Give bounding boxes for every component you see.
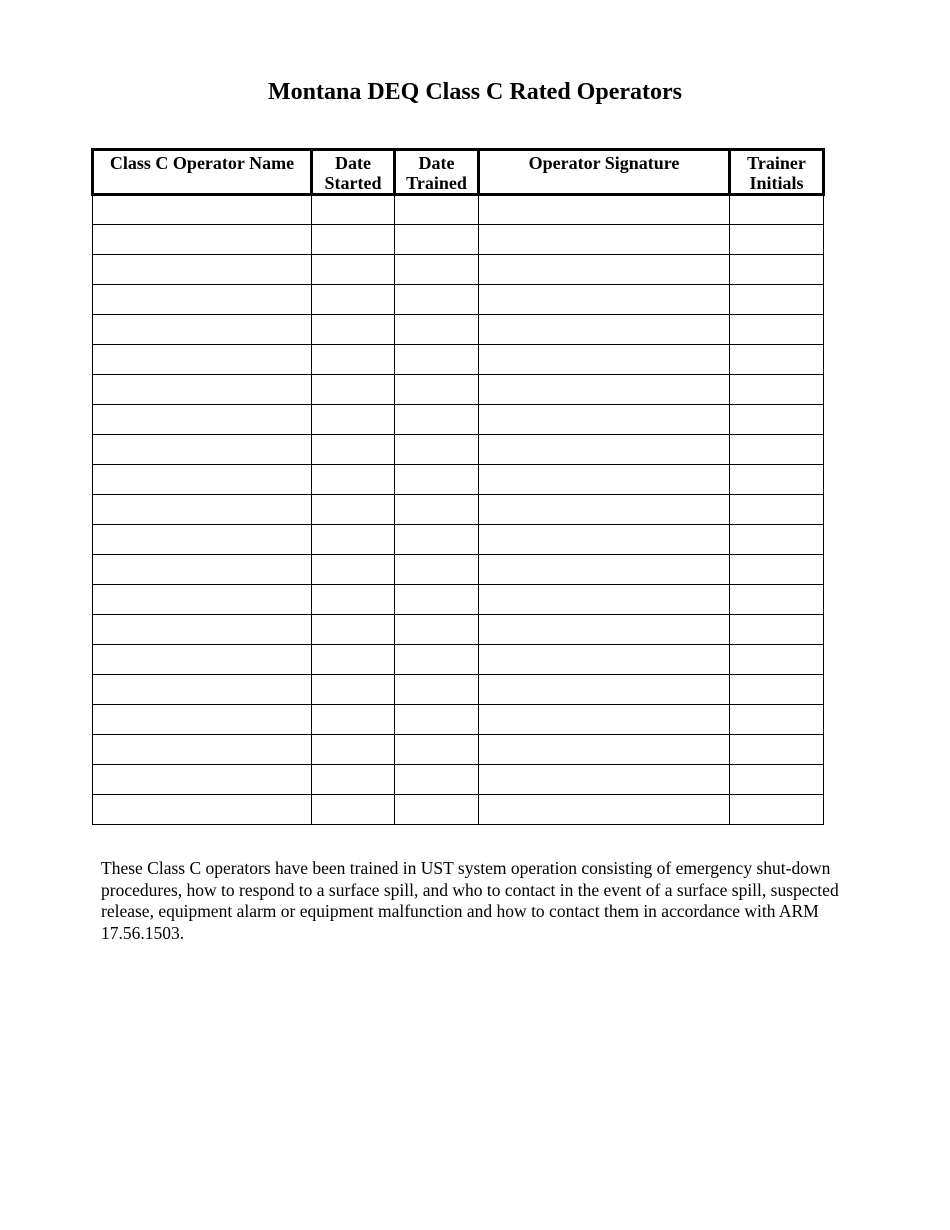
date-started-cell[interactable] xyxy=(312,675,395,705)
header-operator-signature xyxy=(479,150,730,195)
date-started-cell[interactable] xyxy=(312,765,395,795)
trainer-initials-cell[interactable] xyxy=(730,675,824,705)
date-started-cell[interactable] xyxy=(312,795,395,825)
date-trained-cell[interactable] xyxy=(395,405,479,435)
operator-signature-cell[interactable] xyxy=(479,675,730,705)
table-row xyxy=(93,315,824,345)
date-started-cell[interactable] xyxy=(312,585,395,615)
trainer-initials-cell[interactable] xyxy=(730,375,824,405)
date-started-cell[interactable] xyxy=(312,495,395,525)
page-title: Montana DEQ Class C Rated Operators xyxy=(268,79,682,105)
header-operator-signature-line1: Operator Signature xyxy=(528,153,680,173)
operator-signature-cell[interactable] xyxy=(479,555,730,585)
table-row xyxy=(93,645,824,675)
operator-signature-cell[interactable] xyxy=(479,645,730,675)
date-started-cell[interactable] xyxy=(312,225,395,255)
operator-signature-cell[interactable] xyxy=(479,495,730,525)
trainer-initials-cell[interactable] xyxy=(730,285,824,315)
table-row xyxy=(93,345,824,375)
header-date-started xyxy=(312,150,395,195)
operator-name-cell[interactable] xyxy=(93,795,312,825)
trainer-initials-cell[interactable] xyxy=(730,225,824,255)
date-trained-cell[interactable] xyxy=(395,525,479,555)
date-trained-cell[interactable] xyxy=(395,675,479,705)
operator-name-cell[interactable] xyxy=(93,495,312,525)
operator-name-cell[interactable] xyxy=(93,195,312,225)
date-trained-cell[interactable] xyxy=(395,375,479,405)
operator-name-cell[interactable] xyxy=(93,405,312,435)
operator-name-cell[interactable] xyxy=(93,225,312,255)
date-started-cell[interactable] xyxy=(312,465,395,495)
header-trainer-initials-line1: Trainer xyxy=(747,153,806,173)
operator-signature-cell[interactable] xyxy=(479,705,730,735)
operator-name-cell[interactable] xyxy=(93,375,312,405)
date-started-cell[interactable] xyxy=(312,375,395,405)
operator-name-cell[interactable] xyxy=(93,255,312,285)
date-trained-cell[interactable] xyxy=(395,735,479,765)
date-started-cell[interactable] xyxy=(312,255,395,285)
operator-name-cell[interactable] xyxy=(93,285,312,315)
date-started-cell[interactable] xyxy=(312,525,395,555)
operator-signature-cell[interactable] xyxy=(479,765,730,795)
header-trainer-initials-line2: Initials xyxy=(749,173,804,193)
trainer-initials-cell[interactable] xyxy=(730,315,824,345)
date-trained-cell[interactable] xyxy=(395,225,479,255)
table-row xyxy=(93,705,824,735)
table-row xyxy=(93,285,824,315)
trainer-initials-cell[interactable] xyxy=(730,345,824,375)
date-started-cell[interactable] xyxy=(312,555,395,585)
operator-signature-cell[interactable] xyxy=(479,465,730,495)
header-operator-name-line1: Class C Operator Name xyxy=(109,153,295,173)
operator-signature-cell[interactable] xyxy=(479,585,730,615)
trainer-initials-cell[interactable] xyxy=(730,195,824,225)
date-started-cell[interactable] xyxy=(312,405,395,435)
operator-name-cell[interactable] xyxy=(93,705,312,735)
trainer-initials-cell[interactable] xyxy=(730,645,824,675)
table-row xyxy=(93,495,824,525)
operator-signature-cell[interactable] xyxy=(479,795,730,825)
date-started-cell[interactable] xyxy=(312,615,395,645)
trainer-initials-cell[interactable] xyxy=(730,495,824,525)
operator-name-cell[interactable] xyxy=(93,765,312,795)
table-row xyxy=(93,675,824,705)
operator-name-cell[interactable] xyxy=(93,675,312,705)
table-row xyxy=(93,735,824,765)
operator-signature-cell[interactable] xyxy=(479,345,730,375)
header-date-started-line2: Started xyxy=(324,173,382,193)
operator-name-cell[interactable] xyxy=(93,345,312,375)
trainer-initials-cell[interactable] xyxy=(730,465,824,495)
date-trained-cell[interactable] xyxy=(395,495,479,525)
header-operator-name xyxy=(93,150,312,195)
table-row xyxy=(93,435,824,465)
date-trained-cell[interactable] xyxy=(395,765,479,795)
operator-signature-cell[interactable] xyxy=(479,315,730,345)
date-trained-cell[interactable] xyxy=(395,345,479,375)
operator-signature-cell[interactable] xyxy=(479,735,730,765)
date-started-cell[interactable] xyxy=(312,435,395,465)
date-trained-cell[interactable] xyxy=(395,255,479,285)
header-date-trained-line1: Date xyxy=(418,153,455,173)
trainer-initials-cell[interactable] xyxy=(730,765,824,795)
date-trained-cell[interactable] xyxy=(395,195,479,225)
operator-name-cell[interactable] xyxy=(93,735,312,765)
table-row xyxy=(93,555,824,585)
date-started-cell[interactable] xyxy=(312,315,395,345)
date-trained-cell[interactable] xyxy=(395,705,479,735)
date-started-cell[interactable] xyxy=(312,645,395,675)
trainer-initials-cell[interactable] xyxy=(730,525,824,555)
table-row xyxy=(93,405,824,435)
operator-signature-cell[interactable] xyxy=(479,375,730,405)
operator-signature-cell[interactable] xyxy=(479,225,730,255)
trainer-initials-cell[interactable] xyxy=(730,795,824,825)
operator-name-cell[interactable] xyxy=(93,315,312,345)
date-started-cell[interactable] xyxy=(312,195,395,225)
table-header-row xyxy=(93,150,824,195)
operator-name-cell[interactable] xyxy=(93,615,312,645)
header-date-trained-line2: Trained xyxy=(406,173,467,193)
date-trained-cell[interactable] xyxy=(395,435,479,465)
operator-signature-cell[interactable] xyxy=(479,435,730,465)
operator-signature-cell[interactable] xyxy=(479,405,730,435)
date-trained-cell[interactable] xyxy=(395,285,479,315)
trainer-initials-cell[interactable] xyxy=(730,435,824,465)
date-trained-cell[interactable] xyxy=(395,585,479,615)
date-trained-cell[interactable] xyxy=(395,615,479,645)
operator-signature-cell[interactable] xyxy=(479,195,730,225)
operator-signature-cell[interactable] xyxy=(479,615,730,645)
operator-name-cell[interactable] xyxy=(93,555,312,585)
trainer-initials-cell[interactable] xyxy=(730,615,824,645)
operator-name-cell[interactable] xyxy=(93,465,312,495)
table-row xyxy=(93,465,824,495)
trainer-initials-cell[interactable] xyxy=(730,405,824,435)
date-started-cell[interactable] xyxy=(312,285,395,315)
table-row xyxy=(93,525,824,555)
table-row xyxy=(93,375,824,405)
operator-signature-cell[interactable] xyxy=(479,525,730,555)
trainer-initials-cell[interactable] xyxy=(730,705,824,735)
date-trained-cell[interactable] xyxy=(395,315,479,345)
header-date-started-line1: Date xyxy=(335,153,371,173)
training-statement: These Class C operators have been trained in UST system operation consisting of emergency shut-down procedures, how to respond to a surface spill, and who to contact in the event of a surface spill, suspected release, equipment alarm or equipment malfunction and how to contact them in accordance with ARM 17.56.1503. xyxy=(101,858,839,943)
table-body xyxy=(93,195,824,825)
operator-name-cell[interactable] xyxy=(93,645,312,675)
table-row xyxy=(93,585,824,615)
trainer-initials-cell[interactable] xyxy=(730,735,824,765)
date-started-cell[interactable] xyxy=(312,705,395,735)
date-trained-cell[interactable] xyxy=(395,555,479,585)
trainer-initials-cell[interactable] xyxy=(730,585,824,615)
trainer-initials-cell[interactable] xyxy=(730,255,824,285)
table-row xyxy=(93,195,824,225)
date-trained-cell[interactable] xyxy=(395,795,479,825)
operator-signature-cell[interactable] xyxy=(479,285,730,315)
header-date-trained xyxy=(395,150,479,195)
operator-name-cell[interactable] xyxy=(93,585,312,615)
date-started-cell[interactable] xyxy=(312,735,395,765)
date-trained-cell[interactable] xyxy=(395,465,479,495)
date-trained-cell[interactable] xyxy=(395,645,479,675)
trainer-initials-cell[interactable] xyxy=(730,555,824,585)
table-row xyxy=(93,615,824,645)
operator-name-cell[interactable] xyxy=(93,435,312,465)
date-started-cell[interactable] xyxy=(312,345,395,375)
operator-signature-cell[interactable] xyxy=(479,255,730,285)
table-row xyxy=(93,255,824,285)
operator-roster-table xyxy=(91,148,825,825)
operator-name-cell[interactable] xyxy=(93,525,312,555)
table-row xyxy=(93,795,824,825)
table-row xyxy=(93,225,824,255)
header-trainer-initials xyxy=(730,150,824,195)
table-row xyxy=(93,765,824,795)
